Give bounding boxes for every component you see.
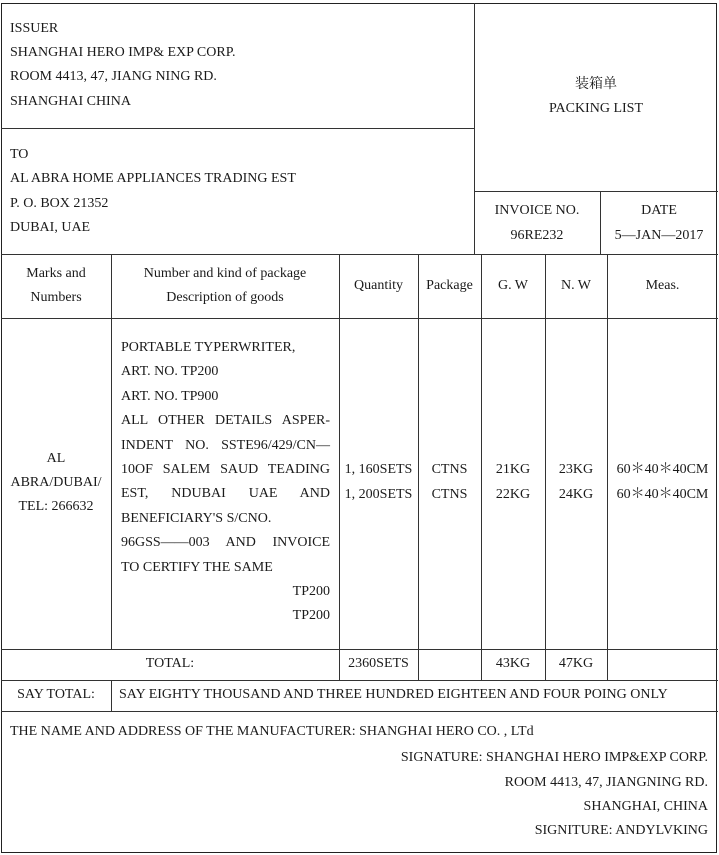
manufacturer: THE NAME AND ADDRESS OF THE MANUFACTURER: SHANGHAI HERO CO. , LTd [10, 724, 534, 739]
invoice-number: 96RE232 [510, 228, 564, 243]
to-line: AL ABRA HOME APPLIANCES TRADING EST [10, 171, 296, 186]
total-quantity: 2360SETS [348, 656, 409, 671]
item-package: CTNS [431, 462, 468, 477]
signature-line: SIGNITURE: ANDYLVKING [534, 823, 708, 838]
to-line: P. O. BOX 21352 [10, 196, 109, 211]
description-line: 96GSS——003 AND INVOICE [121, 535, 330, 551]
rule-invoice-top [474, 191, 718, 192]
marks-line: ABRA/DUBAI/ [10, 475, 102, 490]
item-quantity: 1, 200SETS [344, 487, 413, 502]
header-measurement: Meas. [645, 278, 680, 293]
rule-saytotal-divider [111, 680, 112, 711]
to-line: DUBAI, UAE [10, 220, 91, 235]
signature-line: SHANGHAI, CHINA [583, 799, 708, 814]
description-line: TP200 [292, 584, 330, 600]
rule-col-marks [111, 254, 112, 649]
description-line: 10OF SALEM SAUD TEADING [121, 462, 330, 478]
date-label: DATE [641, 203, 677, 218]
total-label: TOTAL: [145, 656, 195, 671]
header-marks: Numbers [30, 290, 82, 305]
header-description: Number and kind of package [143, 266, 307, 281]
description-line: INDENT NO. SSTE96/429/CN— [121, 437, 330, 453]
total-gross-weight: 43KG [495, 656, 531, 671]
goods-description [121, 336, 330, 629]
rule-header-top [1, 254, 718, 255]
description-line: ART. NO. TP200 [121, 364, 219, 380]
signature-line: SIGNATURE: SHANGHAI HERO IMP&EXP CORP. [400, 750, 708, 765]
rule-saytotal-top [1, 680, 718, 681]
item-net-weight: 23KG [558, 462, 594, 477]
signature-line: ROOM 4413, 47, JIANGNING RD. [504, 775, 708, 790]
item-gross-weight: 22KG [495, 487, 531, 502]
header-net-weight: N. W [560, 278, 592, 293]
header-gross-weight: G. W [497, 278, 529, 293]
say-total-value: SAY EIGHTY THOUSAND AND THREE HUNDRED EIGHTEEN AND FOUR POING ONLY [119, 687, 668, 702]
issuer-label: ISSUER [10, 21, 59, 36]
item-quantity: 1, 160SETS [344, 462, 413, 477]
issuer-line: SHANGHAI CHINA [10, 94, 131, 109]
say-total-label: SAY TOTAL: [17, 687, 95, 702]
description-line: EST, NDUBAI UAE AND [121, 486, 330, 502]
item-measurement: 60＊40＊40CM [616, 487, 709, 502]
marks-line: AL [46, 451, 66, 466]
rule-manufacturer-top [1, 711, 718, 712]
page-title: PACKING LIST [549, 101, 643, 116]
date-value: 5—JAN—2017 [614, 228, 704, 243]
description-line: TP200 [292, 608, 330, 624]
header-marks: Marks and [26, 266, 86, 281]
invoice-label: INVOICE NO. [494, 203, 580, 218]
rule-total-top [1, 649, 718, 650]
description-line: BENEFICIARY'S S/CNO. [121, 510, 272, 526]
total-net-weight: 47KG [558, 656, 594, 671]
item-gross-weight: 21KG [495, 462, 531, 477]
item-package: CTNS [431, 487, 468, 502]
rule-issuer-bottom [1, 128, 474, 129]
description-line: ALL OTHER DETAILS ASPER- [121, 413, 330, 429]
header-description: Description of goods [166, 290, 284, 305]
description-line: TO CERTIFY THE SAME [121, 559, 273, 575]
description-line: ART. NO. TP900 [121, 388, 219, 404]
to-label: TO [10, 147, 29, 162]
header-quantity: Quantity [354, 278, 403, 293]
description-line: PORTABLE TYPERWRITER, [121, 340, 296, 355]
marks-line: TEL: 266632 [18, 499, 94, 514]
title-chinese: 装箱单 [575, 77, 617, 92]
issuer-line: ROOM 4413, 47, JIANG NING RD. [10, 69, 217, 84]
header-package: Package [426, 278, 473, 293]
item-measurement: 60＊40＊40CM [616, 462, 709, 477]
issuer-line: SHANGHAI HERO IMP& EXP CORP. [10, 45, 236, 60]
rule-body-top [1, 318, 718, 319]
item-net-weight: 24KG [558, 487, 594, 502]
